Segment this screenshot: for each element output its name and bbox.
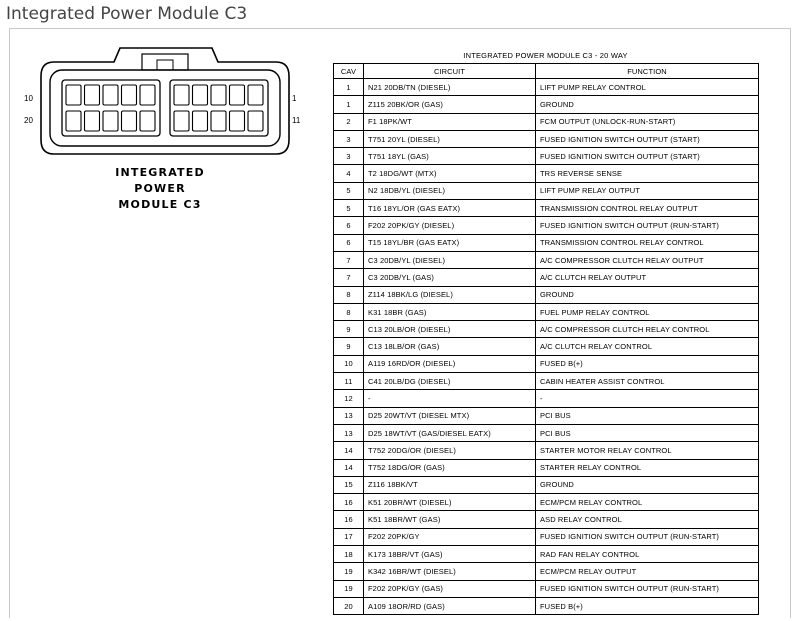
circuit-cell: T2 18DG/WT (MTX) <box>364 165 536 182</box>
circuit-cell: F1 18PK/WT <box>364 113 536 130</box>
cav-cell: 1 <box>334 96 364 113</box>
header-circuit: CIRCUIT <box>364 64 536 79</box>
cav-cell: 14 <box>334 442 364 459</box>
pin-cavity <box>122 111 137 131</box>
circuit-cell: A109 18OR/RD (GAS) <box>364 597 536 614</box>
pin-cavity <box>85 111 100 131</box>
function-cell: FCM OUTPUT (UNLOCK-RUN-START) <box>536 113 759 130</box>
table-row <box>334 476 759 493</box>
table-row <box>334 563 759 580</box>
function-cell: ASD RELAY CONTROL <box>536 511 759 528</box>
table-row <box>334 286 759 303</box>
pin-cavity <box>230 111 245 131</box>
circuit-cell: Z116 18BK/VT <box>364 476 536 493</box>
function-cell: FUSED IGNITION SWITCH OUTPUT (RUN-START) <box>536 217 759 234</box>
cav-cell: 6 <box>334 234 364 251</box>
pin-cavity <box>66 111 81 131</box>
table-row <box>334 234 759 251</box>
cav-cell: 3 <box>334 148 364 165</box>
function-cell: CABIN HEATER ASSIST CONTROL <box>536 373 759 390</box>
table-row <box>334 79 759 96</box>
cav-cell: 19 <box>334 563 364 580</box>
function-cell: GROUND <box>536 286 759 303</box>
circuit-cell: K173 18BR/VT (GAS) <box>364 546 536 563</box>
table-row <box>334 424 759 441</box>
table-row <box>334 494 759 511</box>
circuit-cell: C13 20LB/OR (DIESEL) <box>364 321 536 338</box>
cav-cell: 9 <box>334 338 364 355</box>
function-cell: FUEL PUMP RELAY CONTROL <box>536 303 759 320</box>
header-function: FUNCTION <box>536 64 759 79</box>
cav-cell: 13 <box>334 407 364 424</box>
cav-cell: 12 <box>334 390 364 407</box>
table-row <box>334 148 759 165</box>
circuit-cell: Z115 20BK/OR (GAS) <box>364 96 536 113</box>
function-cell: LIFT PUMP RELAY OUTPUT <box>536 182 759 199</box>
cav-cell: 9 <box>334 321 364 338</box>
circuit-cell: C41 20LB/DG (DIESEL) <box>364 373 536 390</box>
table-row <box>334 373 759 390</box>
function-cell: STARTER MOTOR RELAY CONTROL <box>536 442 759 459</box>
circuit-cell: F202 20PK/GY (DIESEL) <box>364 217 536 234</box>
cav-cell: 2 <box>334 113 364 130</box>
table-row <box>334 96 759 113</box>
table-row <box>334 130 759 147</box>
circuit-cell: C13 18LB/OR (GAS) <box>364 338 536 355</box>
circuit-cell: T752 18DG/OR (GAS) <box>364 459 536 476</box>
caption-line-3: MODULE C3 <box>118 198 202 211</box>
cav-cell: 8 <box>334 303 364 320</box>
table-row <box>334 528 759 545</box>
table-row <box>334 442 759 459</box>
circuit-cell: T751 18YL (GAS) <box>364 148 536 165</box>
table-row <box>334 200 759 217</box>
pin-label-10: 10 <box>24 94 33 103</box>
cav-cell: 1 <box>334 79 364 96</box>
pin-cavity <box>66 85 81 105</box>
function-cell: A/C CLUTCH RELAY CONTROL <box>536 338 759 355</box>
table-row <box>334 251 759 268</box>
circuit-cell: K31 18BR (GAS) <box>364 303 536 320</box>
circuit-cell: T751 20YL (DIESEL) <box>364 130 536 147</box>
table-header-row <box>334 64 759 79</box>
cav-cell: 20 <box>334 597 364 614</box>
table-row <box>334 217 759 234</box>
circuit-cell: T752 20DG/OR (DIESEL) <box>364 442 536 459</box>
cav-cell: 3 <box>334 130 364 147</box>
cav-cell: 15 <box>334 476 364 493</box>
table-body <box>334 79 759 615</box>
pin-cavity <box>211 85 226 105</box>
function-cell: TRS REVERSE SENSE <box>536 165 759 182</box>
table-row <box>334 459 759 476</box>
circuit-cell: K342 16BR/WT (DIESEL) <box>364 563 536 580</box>
cav-cell: 14 <box>334 459 364 476</box>
pin-cavity <box>174 85 189 105</box>
table-row <box>334 355 759 372</box>
table-row <box>334 303 759 320</box>
cav-cell: 5 <box>334 200 364 217</box>
cav-cell: 4 <box>334 165 364 182</box>
pin-cavity <box>211 111 226 131</box>
function-cell: PCI BUS <box>536 407 759 424</box>
table-row <box>334 269 759 286</box>
circuit-cell: N21 20DB/TN (DIESEL) <box>364 79 536 96</box>
cav-cell: 6 <box>334 217 364 234</box>
circuit-cell: F202 20PK/GY <box>364 528 536 545</box>
table-row <box>334 597 759 614</box>
function-cell: - <box>536 390 759 407</box>
cav-cell: 5 <box>334 182 364 199</box>
caption-line-1: INTEGRATED <box>115 166 205 179</box>
circuit-cell: D25 18WT/VT (GAS/DIESEL EATX) <box>364 424 536 441</box>
circuit-cell: A119 16RD/OR (DIESEL) <box>364 355 536 372</box>
circuit-cell: K51 20BR/WT (DIESEL) <box>364 494 536 511</box>
function-cell: FUSED IGNITION SWITCH OUTPUT (START) <box>536 148 759 165</box>
cav-cell: 11 <box>334 373 364 390</box>
cav-cell: 10 <box>334 355 364 372</box>
module-caption <box>100 165 220 213</box>
cav-cell: 7 <box>334 269 364 286</box>
table-row <box>334 546 759 563</box>
cav-cell: 7 <box>334 251 364 268</box>
circuit-cell: F202 20PK/GY (GAS) <box>364 580 536 597</box>
circuit-cell: C3 20DB/YL (GAS) <box>364 269 536 286</box>
table-row <box>334 390 759 407</box>
caption-line-2: POWER <box>134 182 186 195</box>
cav-cell: 16 <box>334 511 364 528</box>
pin-cavity <box>193 111 208 131</box>
pin-label-11: 11 <box>292 116 301 125</box>
pin-cavity <box>140 111 155 131</box>
table-row <box>334 407 759 424</box>
function-cell: STARTER RELAY CONTROL <box>536 459 759 476</box>
circuit-cell: - <box>364 390 536 407</box>
table-title: INTEGRATED POWER MODULE C3 - 20 WAY <box>463 51 628 60</box>
pin-cavity <box>103 85 118 105</box>
table-row <box>334 182 759 199</box>
cav-cell: 8 <box>334 286 364 303</box>
table-row <box>334 511 759 528</box>
header-cav: CAV <box>334 64 364 79</box>
pin-cavity <box>193 85 208 105</box>
circuit-cell: C3 20DB/YL (DIESEL) <box>364 251 536 268</box>
function-cell: A/C COMPRESSOR CLUTCH RELAY OUTPUT <box>536 251 759 268</box>
pinout-table-container <box>333 48 758 615</box>
function-cell: LIFT PUMP RELAY CONTROL <box>536 79 759 96</box>
pin-cavity <box>122 85 137 105</box>
function-cell: ECM/PCM RELAY OUTPUT <box>536 563 759 580</box>
table-row <box>334 580 759 597</box>
function-cell: A/C CLUTCH RELAY OUTPUT <box>536 269 759 286</box>
pin-cavity <box>103 111 118 131</box>
table-row <box>334 338 759 355</box>
function-cell: GROUND <box>536 476 759 493</box>
pinout-table <box>333 63 759 615</box>
function-cell: TRANSMISSION CONTROL RELAY CONTROL <box>536 234 759 251</box>
function-cell: ECM/PCM RELAY CONTROL <box>536 494 759 511</box>
pin-cavity <box>230 85 245 105</box>
table-row <box>334 113 759 130</box>
cav-cell: 17 <box>334 528 364 545</box>
circuit-cell: T15 18YL/BR (GAS EATX) <box>364 234 536 251</box>
function-cell: FUSED B(+) <box>536 597 759 614</box>
function-cell: GROUND <box>536 96 759 113</box>
cav-cell: 19 <box>334 580 364 597</box>
table-row <box>334 165 759 182</box>
pin-label-20: 20 <box>24 116 33 125</box>
cav-cell: 16 <box>334 494 364 511</box>
pin-cavity <box>85 85 100 105</box>
circuit-cell: K51 18BR/WT (GAS) <box>364 511 536 528</box>
pin-cavity <box>174 111 189 131</box>
cav-cell: 18 <box>334 546 364 563</box>
pin-cavity <box>248 111 263 131</box>
circuit-cell: D25 20WT/VT (DIESEL MTX) <box>364 407 536 424</box>
circuit-cell: T16 18YL/OR (GAS EATX) <box>364 200 536 217</box>
page-title: Integrated Power Module C3 <box>6 4 248 24</box>
function-cell: FUSED IGNITION SWITCH OUTPUT (RUN-START) <box>536 580 759 597</box>
pin-label-1: 1 <box>292 94 297 103</box>
cav-cell: 13 <box>334 424 364 441</box>
pin-cavity <box>248 85 263 105</box>
function-cell: RAD FAN RELAY CONTROL <box>536 546 759 563</box>
function-cell: FUSED IGNITION SWITCH OUTPUT (START) <box>536 130 759 147</box>
circuit-cell: Z114 18BK/LG (DIESEL) <box>364 286 536 303</box>
function-cell: FUSED B(+) <box>536 355 759 372</box>
circuit-cell: N2 18DB/YL (DIESEL) <box>364 182 536 199</box>
pin-cavity <box>140 85 155 105</box>
function-cell: FUSED IGNITION SWITCH OUTPUT (RUN-START) <box>536 528 759 545</box>
function-cell: A/C COMPRESSOR CLUTCH RELAY CONTROL <box>536 321 759 338</box>
table-row <box>334 321 759 338</box>
function-cell: TRANSMISSION CONTROL RELAY OUTPUT <box>536 200 759 217</box>
function-cell: PCI BUS <box>536 424 759 441</box>
